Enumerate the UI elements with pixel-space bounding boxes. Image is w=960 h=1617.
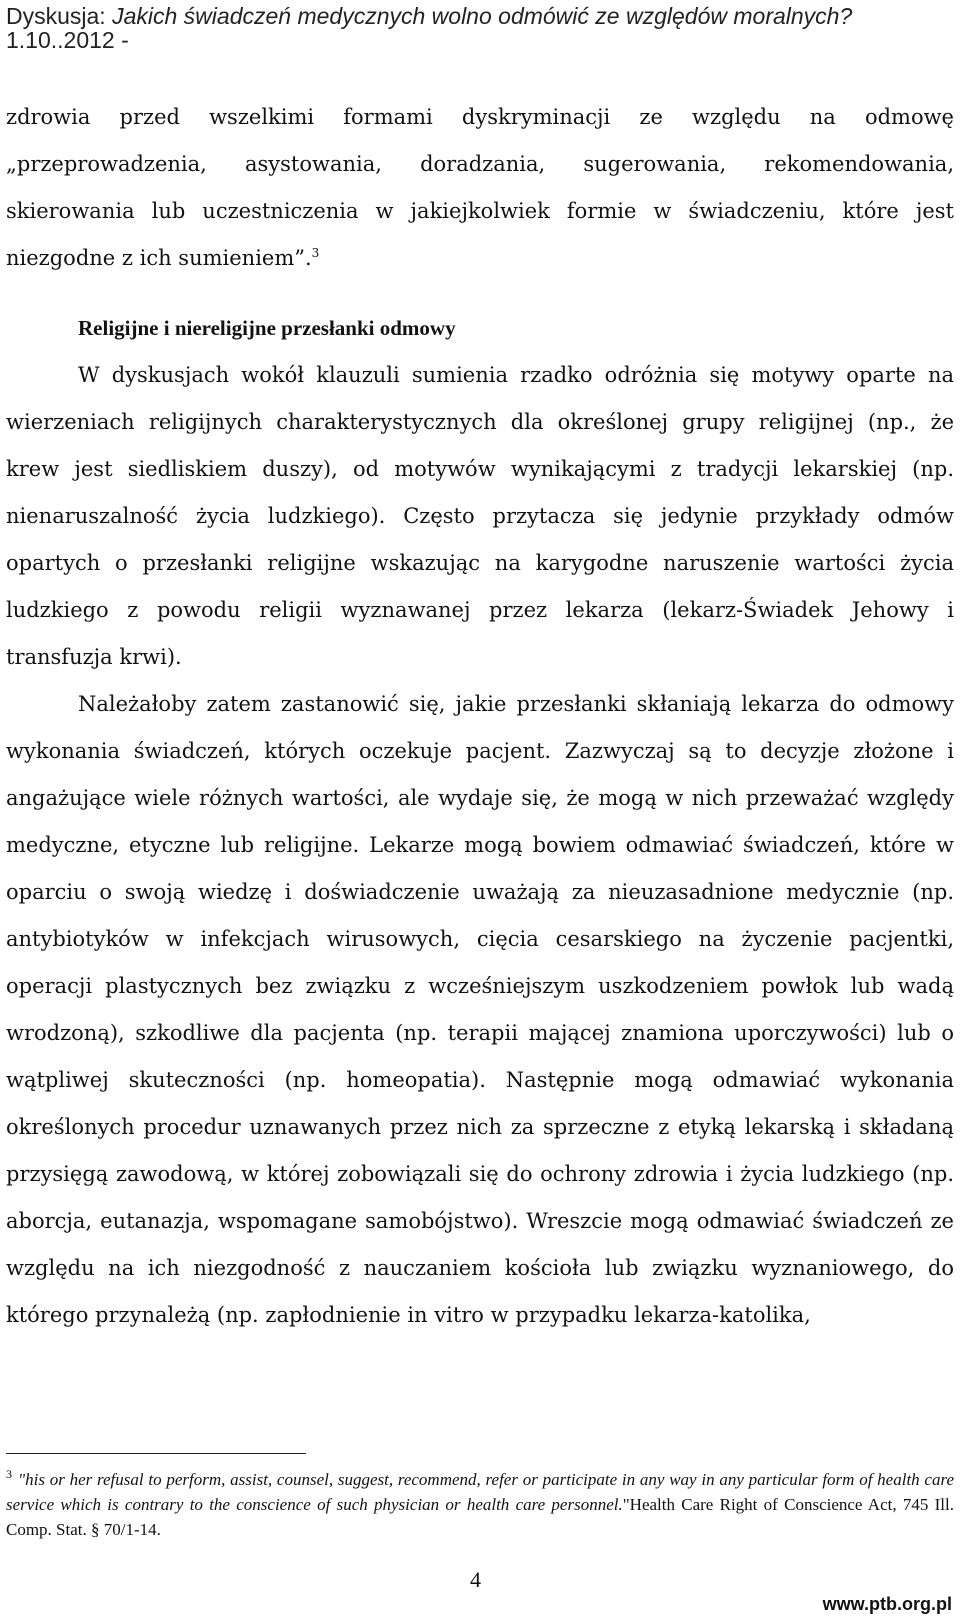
header-line-1 <box>6 4 946 28</box>
footnote-number: 3 <box>6 1467 12 1482</box>
footnote-citation: "Health Care Right of Conscience Act, 745 Ill. Comp. Stat. § 70/1-14. <box>6 1495 954 1539</box>
page-number: 4 <box>470 1567 481 1592</box>
intro-text: zdrowia przed wszelkimi formami dyskryminacji ze względu na odmowę „przeprowadzenia, asystowania, doradzania, sugerowania, rekomendowania, skierowania lub uczestniczenia w jakiejkolwiek formie w świadczeniu, które jest niezgodne z ich sumieniem”. <box>6 105 954 270</box>
footnote-reference[interactable]: 3 <box>311 246 320 260</box>
header-prefix: Dyskusja: <box>6 3 113 29</box>
header-date: 1.10..2012 - <box>6 27 129 53</box>
page-header <box>6 4 946 52</box>
footnote-quote: "his or her refusal to perform, assist, counsel, suggest, recommend, refer or participate in any way in any particular form of health care service which is contrary to the conscience of such physician or health care personnel. <box>6 1470 954 1514</box>
header-title: Jakich świadczeń medycznych wolno odmówić ze względów moralnych? <box>112 3 853 29</box>
document-body <box>6 94 954 1339</box>
paragraph-2: Należałoby zatem zastanowić się, jakie przesłanki skłaniają lekarza do odmowy wykonania świadczeń, których oczekuje pacjent. Zazwyczaj są to decyzje złożone i angażujące wiele różnych wartości, ale wydaje się, że mogą w nich przeważać względy medyczne, etyczne lub religijne. Lekarze mogą bowiem odmawiać świadczeń, które w oparciu o swoją wiedzę i doświadczenie uważają za nieuzasadnione medycznie (np. antybiotyków w infekcjach wirusowych, cięcia cesarskiego na życzenie pacjentki, operacji plastycznych bez związku z wcześniejszym uszkodzeniem powłok lub wadą wrodzoną), szkodliwe dla pacjenta (np. terapii mającej znamiona uporczywości) lub o wątpliwej skuteczności (np. homeopatia). Następnie mogą odmawiać wykonania określonych procedur uznawanych przez nich za sprzeczne z etyką lekarską i składaną przysięgą zawodową, w której zobowiązali się do ochrony zdrowia i życia ludzkiego (np. aborcja, eutanazja, wspomagane samobójstwo). Wreszcie mogą odmawiać świadczeń ze względu na ich niezgodność z nauczaniem kościoła lub związku wyznaniowego, do którego przynależą (np. zapłodnienie in vitro w przypadku lekarza-katolika, <box>6 692 954 1327</box>
footnote <box>6 1467 954 1542</box>
section-heading: Religijne i niereligijne przesłanki odmowy <box>78 316 456 340</box>
site-url[interactable]: www.ptb.org.pl <box>822 1594 952 1614</box>
paragraph-1: W dyskusjach wokół klauzuli sumienia rzadko odróżnia się motywy oparte na wierzeniach religijnych charakterystycznych dla określonej grupy religijnej (np., że krew jest siedliskiem duszy), od motywów wynikającymi z tradycji lekarskiej (np. nienaruszalność życia ludzkiego). Często przytacza się jedynie przykłady odmów opartych o przesłanki religijne wskazując na karygodne naruszenie wartości życia ludzkiego z powodu religii wyznawanej przez lekarza (lekarz-Świadek Jehowy i transfuzja krwi). <box>6 363 954 669</box>
footnote-separator <box>6 1453 306 1454</box>
intro-paragraph <box>6 94 954 282</box>
